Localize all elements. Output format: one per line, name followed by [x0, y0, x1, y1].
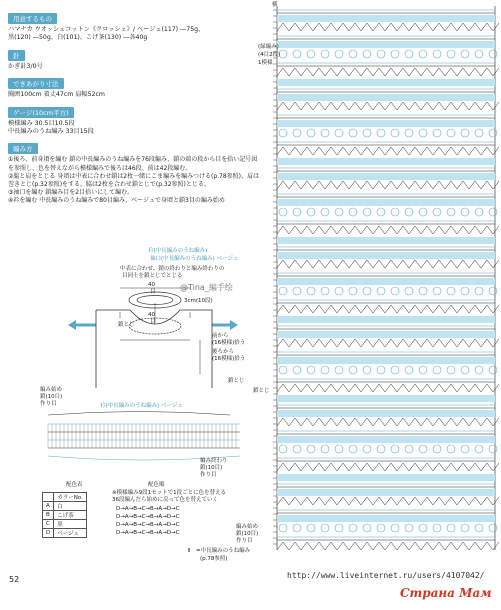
- chart-loop: [377, 129, 385, 137]
- chart-loop: [279, 287, 287, 295]
- color-letter: C: [43, 520, 54, 529]
- collar-chart-start-3: 作り目: [40, 401, 57, 407]
- measure-3cm: 3cm(10段): [184, 298, 213, 304]
- needle-header: 針: [8, 50, 25, 61]
- back-label-1: 後ろから: [212, 349, 235, 355]
- chart-loop: [307, 366, 315, 374]
- size-value: 胸囲100cm 着丈47cm 肩幅52cm: [8, 91, 105, 99]
- chart-start-label: 編み始め: [236, 524, 259, 530]
- chart-zigzag: [277, 68, 499, 76]
- chart-band: [277, 316, 495, 323]
- chart-loop: [279, 129, 287, 137]
- chart-top-label-3: 1模様: [258, 60, 273, 66]
- collar-chart-start-2: 鎖(10目): [40, 394, 63, 400]
- chart-loop: [335, 524, 343, 532]
- chart-band: [277, 173, 495, 180]
- chart-band: [277, 357, 495, 364]
- needle-value: かぎ針3/0号: [8, 62, 43, 70]
- chart-loop: [461, 50, 469, 58]
- measure-40-top: 40: [148, 282, 155, 288]
- chart-loop: [489, 287, 497, 295]
- chart-loop: [349, 208, 357, 216]
- chart-loop: [349, 445, 357, 453]
- method-step: ①後ろ、前身頃を編む 鎖の中長編みのうね編みを76段編み、鎖の端の段から目を拾い記号図を参照し、色を替えながら模様編みで後ろは46段、前は42段編む。: [8, 156, 258, 172]
- chart-yoko: 横: [272, 2, 278, 8]
- chart-loop: [433, 524, 441, 532]
- color-name: 白: [54, 502, 87, 511]
- color-name: 黒: [54, 520, 87, 529]
- chart-loop: [489, 208, 497, 216]
- chart-loop: [321, 524, 329, 532]
- watermark: @Tina_編手绘: [180, 283, 233, 292]
- chart-loop: [447, 208, 455, 216]
- chart-loop: [489, 524, 497, 532]
- chart-zigzag: [277, 418, 499, 426]
- chart-band: [277, 79, 495, 86]
- chart-loop: [307, 208, 315, 216]
- chart-loop: [461, 129, 469, 137]
- chart-loop: [447, 366, 455, 374]
- site-logo: Страна Мам: [400, 586, 492, 600]
- chart-band: [277, 410, 495, 417]
- chart-loop: [335, 208, 343, 216]
- chart-loop: [363, 445, 371, 453]
- color-letter: B: [43, 511, 54, 520]
- chart-loop: [405, 129, 413, 137]
- chart-loop: [307, 129, 315, 137]
- chart-loop: [461, 524, 469, 532]
- chart-loop: [461, 445, 469, 453]
- chart-zigzag: [277, 339, 499, 347]
- method-step: ②脇と肩をとじる 身頃は中表に合わせ鎖は2枚一緒にこま編みを編みつける(p.78参照)。肩は巻きとじ(p.32参照)をする。脇は2枚を合わせ鎖とじで(p.32参照)とじる。: [8, 172, 260, 189]
- chart-loop: [419, 445, 427, 453]
- chart-band: [277, 94, 495, 101]
- color-name: ベージュ: [54, 529, 87, 538]
- chart-loop: [377, 445, 385, 453]
- chart-zigzag: [277, 305, 499, 313]
- diagram-note-2: 目同士を鎖とじでとじる: [122, 273, 183, 279]
- chart-loop: [419, 50, 427, 58]
- chart-loop: [405, 287, 413, 295]
- chart-loop: [475, 208, 483, 216]
- chart-loop: [293, 445, 301, 453]
- collar-title: 衿(中長編みのうね編み): [148, 248, 208, 254]
- color-order-seq: D→A→B→C→B→A→D→C: [116, 530, 180, 536]
- chart-loop: [279, 208, 287, 216]
- chart-loop: [335, 366, 343, 374]
- measure-40-bottom: 40: [148, 312, 155, 318]
- chart-loop: [475, 287, 483, 295]
- chart-loop: [433, 129, 441, 137]
- legend-text: =中長編みのうね編み: [196, 548, 251, 554]
- chart-loop: [489, 129, 497, 137]
- chart-loop: [363, 287, 371, 295]
- collar-chart-end-2: 鎖(10目): [200, 465, 223, 471]
- chart-zigzag: [277, 384, 499, 392]
- chart-loop: [377, 50, 385, 58]
- chart-loop: [321, 445, 329, 453]
- chart-loop: [391, 129, 399, 137]
- chart-zigzag: [277, 147, 499, 155]
- chart-loop: [419, 287, 427, 295]
- chart-loop: [293, 50, 301, 58]
- color-table-title: 配色表: [66, 482, 83, 488]
- page-number: 52: [9, 575, 20, 584]
- chart-band: [277, 158, 495, 165]
- chart-loop: [293, 287, 301, 295]
- front-label-1: 前から: [212, 333, 229, 339]
- chart-loop: [293, 524, 301, 532]
- method-header: 編み方: [8, 143, 38, 154]
- chart-loop: [279, 524, 287, 532]
- chart-band: [277, 120, 495, 127]
- gauge-line-2: 中長編みのうね編み 33目15段: [8, 128, 94, 136]
- chart-loop: [447, 287, 455, 295]
- chart-loop: [475, 129, 483, 137]
- chart-zigzag: [277, 542, 499, 550]
- chart-loop: [279, 445, 287, 453]
- chart-loop: [335, 129, 343, 137]
- chart-band: [277, 278, 495, 285]
- table-row: [43, 520, 87, 529]
- measure-40-bottom-unit: 目: [150, 319, 156, 325]
- color-letter: A: [43, 502, 54, 511]
- collar-chart-title: 衿(中長編みのうね編み) ベージュ: [100, 403, 183, 409]
- chart-loop: [307, 524, 315, 532]
- chart-zigzag: [277, 260, 499, 268]
- chart-loop: [321, 129, 329, 137]
- color-order-seq: D→A→B→C→B→A→D→C: [116, 522, 180, 528]
- materials-colors: 黒(120) ―50g、白(101)、こげ茶(130) ―各40g: [8, 34, 148, 42]
- chart-loop: [433, 287, 441, 295]
- chart-loop: [293, 129, 301, 137]
- color-table: [42, 492, 87, 538]
- chart-loop: [475, 524, 483, 532]
- chart-loop: [349, 50, 357, 58]
- diagram-note-1: 中表に合わせ、鎖の終わりと編み終わりの: [120, 266, 225, 272]
- materials-yarn: ハマナカ ウオッシュコットン《クロッシェ》/ ベージュ(117) ―75g、: [8, 26, 205, 33]
- materials-header: 用意するもの: [8, 13, 57, 24]
- chart-loop: [279, 366, 287, 374]
- method-step: ④衿を編む 中長編みのうね編みで80目編み、ベージュで身頃と鎖3目の編み始め: [8, 197, 225, 205]
- gauge-header: ゲージ(10cm平方): [8, 107, 74, 118]
- chart-loop: [321, 50, 329, 58]
- chart-loop: [475, 50, 483, 58]
- chart-loop: [363, 50, 371, 58]
- chart-zigzag: [277, 102, 499, 110]
- chart-loop: [489, 50, 497, 58]
- chart-band: [277, 474, 495, 481]
- chart-band: [277, 199, 495, 206]
- chart-loop: [391, 524, 399, 532]
- chart-band: [277, 237, 495, 244]
- gauge-line-1: 模様編み 30.5目10.5段: [8, 119, 75, 127]
- chart-loop: [377, 208, 385, 216]
- chart-loop: [419, 129, 427, 137]
- chart-zigzag: [277, 23, 499, 31]
- chart-loop: [419, 366, 427, 374]
- chart-loop: [391, 445, 399, 453]
- chart-loop: [419, 524, 427, 532]
- chart-loop: [307, 50, 315, 58]
- crochet-chart: [263, 2, 499, 562]
- legend-symbol: Ⅰ: [188, 548, 191, 554]
- chart-loop: [461, 208, 469, 216]
- chart-loop: [363, 129, 371, 137]
- chart-loop: [377, 287, 385, 295]
- chart-top-label-1: (緑編み): [258, 44, 279, 50]
- chart-loop: [321, 366, 329, 374]
- color-table-header: カラーNo.: [54, 493, 87, 502]
- method-step: ③袖口を編む 鎖編み目を2目拾いにして編む。: [8, 189, 134, 197]
- chart-loop: [307, 287, 315, 295]
- chart-loop: [391, 50, 399, 58]
- chart-loop: [321, 287, 329, 295]
- chart-loop: [377, 524, 385, 532]
- table-row: [43, 511, 87, 520]
- chart-loop: [447, 50, 455, 58]
- chart-top-label-2: (4目2段): [258, 52, 281, 58]
- chart-loop: [447, 445, 455, 453]
- chart-loop: [433, 50, 441, 58]
- back-label-2: (16模様)拾う: [212, 356, 246, 362]
- chart-loop: [349, 524, 357, 532]
- chart-loop: [335, 287, 343, 295]
- side-seam-label: 鎖とじ: [228, 378, 245, 384]
- size-header: できあがり寸法: [8, 78, 64, 89]
- chart-loop: [405, 50, 413, 58]
- color-letter: D: [43, 529, 54, 538]
- chart-loop: [447, 524, 455, 532]
- chart-loop: [489, 366, 497, 374]
- chart-loop: [475, 366, 483, 374]
- front-label-2: (16模様)拾う: [212, 340, 246, 346]
- color-order-line-2: 36段編んだら始めに戻って色を替えていく: [112, 497, 218, 503]
- chart-band: [277, 252, 495, 259]
- table-row: [43, 502, 87, 511]
- chart-start-label-2: 鎖(10目): [236, 531, 259, 537]
- method-steps: [8, 156, 263, 205]
- chart-loop: [447, 129, 455, 137]
- chart-zigzag: [277, 226, 499, 234]
- chart-loop: [405, 208, 413, 216]
- chart-loop: [363, 208, 371, 216]
- collar-chart-end-3: 作り目: [200, 472, 217, 478]
- chart-loop: [363, 366, 371, 374]
- chart-loop: [307, 445, 315, 453]
- color-order-seq: D→A→B→C→B→A→D→C: [116, 514, 180, 520]
- legend-ref: (p.78参照): [200, 556, 228, 562]
- chart-loop: [405, 366, 413, 374]
- instructions-column: [8, 6, 263, 206]
- chart-side-label: 鎖とじ: [253, 388, 270, 394]
- cuff-title: 袖口(中長編みのうね編み) ベージュ: [150, 256, 239, 262]
- chart-loop: [335, 50, 343, 58]
- chart-loop: [391, 366, 399, 374]
- chart-loop: [433, 445, 441, 453]
- chart-band: [277, 331, 495, 338]
- color-order-title: 配色順: [148, 482, 165, 488]
- chart-band: [277, 489, 495, 496]
- measure-40-top-unit: 目: [150, 289, 156, 295]
- chart-zigzag: [277, 181, 499, 189]
- chart-band: [277, 15, 495, 22]
- chart-loop: [349, 366, 357, 374]
- collar-chart-start: 編み始め: [40, 387, 63, 393]
- table-row: [43, 529, 87, 538]
- chart-loop: [475, 445, 483, 453]
- chart-loop: [363, 524, 371, 532]
- chart-loop: [405, 445, 413, 453]
- chart-loop: [461, 366, 469, 374]
- chart-band: [277, 515, 495, 522]
- chart-loop: [377, 366, 385, 374]
- chart-band: [277, 41, 495, 48]
- site-url: http://www.liveinternet.ru/users/4107042/: [287, 571, 485, 580]
- chart-loop: [461, 287, 469, 295]
- collar-chart-end: 編み終わり: [200, 458, 228, 464]
- chart-start-label-3: 作り目: [236, 538, 253, 544]
- chart-loop: [321, 208, 329, 216]
- chart-loop: [489, 445, 497, 453]
- chart-loop: [293, 208, 301, 216]
- chart-loop: [391, 287, 399, 295]
- chart-loop: [349, 287, 357, 295]
- chart-zigzag: [277, 463, 499, 471]
- chain-close-label: 鎖とじ: [118, 322, 135, 328]
- color-order-seq: D→A→B→C→B→A→D→C: [116, 506, 180, 512]
- chart-band: [277, 436, 495, 443]
- chart-loop: [419, 208, 427, 216]
- chart-loop: [391, 208, 399, 216]
- color-order-line-1: ※模様編み9段1セットで1段ごとに色を替える: [112, 490, 227, 496]
- chart-loop: [335, 445, 343, 453]
- chart-loop: [405, 524, 413, 532]
- chart-loop: [349, 129, 357, 137]
- chart-loop: [293, 366, 301, 374]
- chart-zigzag: [277, 497, 499, 505]
- chart-loop: [433, 208, 441, 216]
- chart-loop: [433, 366, 441, 374]
- chart-band: [277, 395, 495, 402]
- color-name: こげ茶: [54, 511, 87, 520]
